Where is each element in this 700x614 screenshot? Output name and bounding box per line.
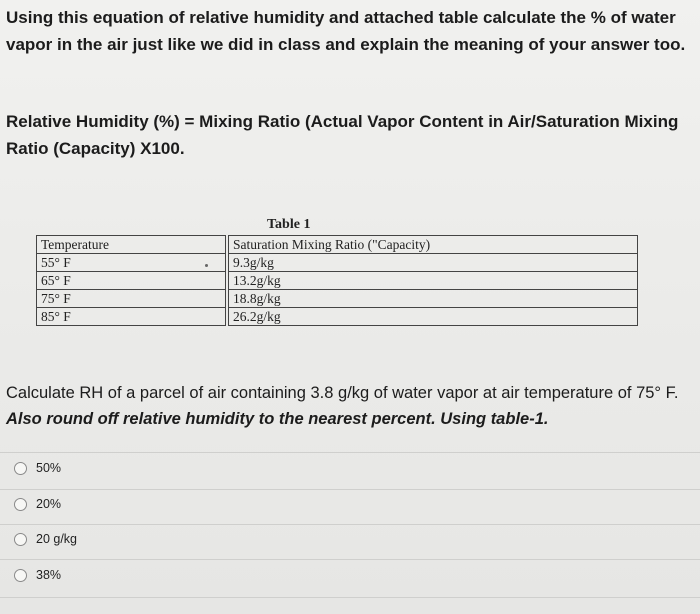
temperature-cell: 65° F bbox=[37, 272, 226, 290]
assignment-prompt: Using this equation of relative humidity and attached table calculate the % of water vapor in the air just like we did in class and explain the meaning of your answer too. bbox=[6, 8, 686, 54]
temperature-cell: 85° F bbox=[37, 308, 226, 326]
radio-button[interactable] bbox=[14, 462, 27, 475]
saturation-cell: 9.3g/kg bbox=[229, 254, 638, 272]
temperature-cell: 55° F bbox=[37, 254, 226, 272]
option-divider bbox=[0, 524, 700, 525]
option-label: 50% bbox=[36, 461, 62, 475]
temperature-cell: 75° F bbox=[37, 290, 226, 308]
option-divider bbox=[0, 489, 700, 490]
question-emphasis: Also round off relative humidity to the nearest percent. Using table-1. bbox=[6, 410, 549, 428]
question-main: Calculate RH of a parcel of air containing 3.8 g/kg of water vapor at air temperature of 75° F. bbox=[6, 384, 679, 402]
question-text bbox=[6, 380, 696, 432]
option-label: 38% bbox=[36, 568, 62, 582]
table-caption: Table 1 bbox=[267, 217, 311, 232]
saturation-cell: 26.2g/kg bbox=[229, 308, 638, 326]
option-divider bbox=[0, 597, 700, 598]
relative-humidity-formula: Relative Humidity (%) = Mixing Ratio (Actual Vapor Content in Air/Saturation Mixing Ratio (Capacity) X100. bbox=[6, 112, 679, 158]
answer-option-38-percent[interactable] bbox=[14, 568, 61, 582]
radio-button[interactable] bbox=[14, 533, 27, 546]
temperature-table bbox=[36, 235, 226, 326]
saturation-table bbox=[228, 235, 638, 326]
answer-option-20-g-per-kg[interactable] bbox=[14, 532, 77, 546]
option-label: 20% bbox=[36, 497, 62, 511]
answer-option-50-percent[interactable] bbox=[14, 461, 61, 475]
temperature-header: Temperature bbox=[37, 236, 226, 254]
saturation-cell: 13.2g/kg bbox=[229, 272, 638, 290]
saturation-header: Saturation Mixing Ratio ("Capacity) bbox=[229, 236, 638, 254]
radio-button[interactable] bbox=[14, 569, 27, 582]
stray-dot bbox=[205, 264, 208, 267]
option-divider bbox=[0, 559, 700, 560]
radio-button[interactable] bbox=[14, 498, 27, 511]
saturation-cell: 18.8g/kg bbox=[229, 290, 638, 308]
option-divider bbox=[0, 452, 700, 453]
answer-option-20-percent[interactable] bbox=[14, 497, 61, 511]
option-label: 20 g/kg bbox=[36, 532, 78, 546]
